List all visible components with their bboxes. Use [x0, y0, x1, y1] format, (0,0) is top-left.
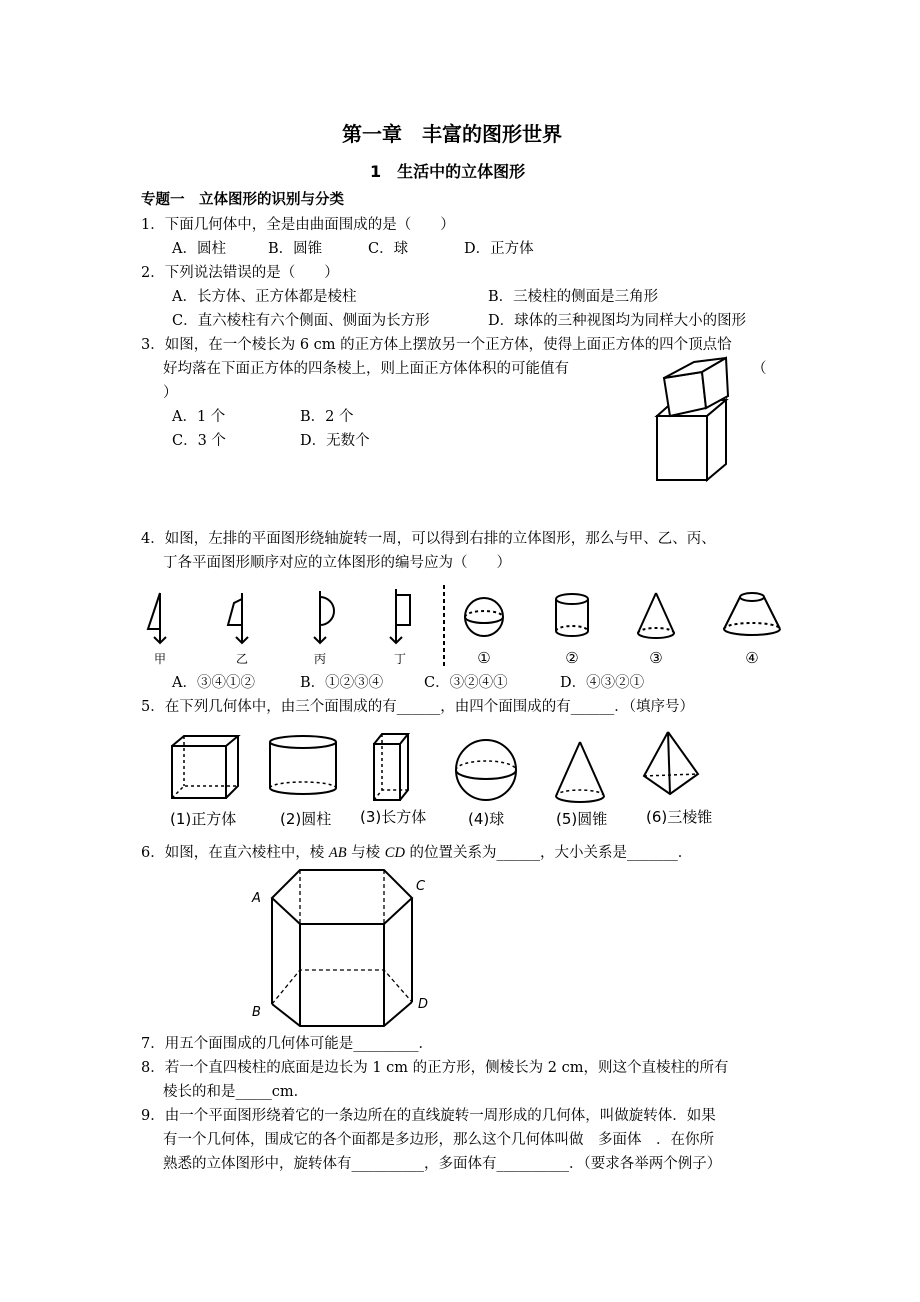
- label-3: ③: [649, 649, 663, 667]
- label-ding: 丁: [393, 652, 407, 666]
- q3-option-a: A．1 个: [172, 409, 226, 425]
- label-1: ①: [477, 649, 491, 667]
- q3-option-c: C．3 个: [172, 433, 226, 449]
- chapter-title: 第一章 丰富的图形世界: [342, 122, 562, 146]
- plane-figure-ding: [390, 589, 410, 643]
- q1-option-a: A．圆柱: [172, 241, 226, 257]
- q4-figures: [140, 585, 790, 670]
- solid-pyramid: [644, 732, 698, 794]
- q1-option-b: B．圆锥: [268, 241, 323, 257]
- solid-cube: [172, 736, 238, 798]
- solid-cone: [638, 593, 674, 638]
- q2-stem: 2．下列说法错误的是（ ）: [141, 265, 339, 281]
- q3-paren-close: ）: [163, 385, 178, 401]
- caption-sphere: (4)球: [468, 810, 505, 828]
- vertex-b: B: [252, 1005, 261, 1020]
- solid-frustum: [724, 593, 780, 635]
- q6-stem: 6．如图，在直六棱柱中，棱 AB 与棱 CD 的位置关系为______，大小关系是_______．: [141, 845, 693, 861]
- q4-option-b: B．①②③④: [300, 675, 384, 691]
- q3-line1: 3．如图，在一个棱长为 6 cm 的正方体上摆放另一个正方体，使得上面正方体的四个顶点恰: [141, 337, 732, 353]
- topic-heading: 专题一 立体图形的识别与分类: [141, 192, 344, 208]
- q1-option-c: C．球: [368, 241, 409, 257]
- q4-line1: 4．如图，左排的平面图形绕轴旋转一周，可以得到右排的立体图形，那么与甲、乙、丙、: [141, 531, 716, 547]
- q9-line1: 9．由一个平面图形绕着它的一条边所在的直线旋转一周形成的几何体，叫做旋转体．如果: [141, 1108, 716, 1124]
- q1-option-d: D．正方体: [464, 241, 534, 257]
- q3-cubes-figure: [650, 356, 740, 486]
- label-yi: 乙: [235, 652, 249, 666]
- q3-paren-open: （: [752, 361, 767, 377]
- caption-cone: (5)圆锥: [556, 810, 608, 828]
- q2-option-d: D．球体的三种视图均为同样大小的图形: [488, 313, 747, 329]
- label-2: ②: [565, 649, 579, 667]
- label-bing: 丙: [313, 652, 327, 666]
- vertex-c: C: [416, 879, 426, 894]
- q4-option-a: A．③④①②: [172, 675, 255, 691]
- caption-cube: (1)正方体: [170, 810, 237, 828]
- q9-line3: 熟悉的立体图形中，旋转体有__________，多面体有__________．（要求各举两个例子）: [163, 1156, 722, 1172]
- q2-option-a: A．长方体、正方体都是棱柱: [172, 289, 357, 305]
- vertex-a: A: [252, 891, 261, 906]
- q7-stem: 7．用五个面围成的几何体可能是_________．: [141, 1036, 433, 1052]
- vertex-d: D: [418, 997, 429, 1012]
- q3-option-b: B．2 个: [300, 409, 354, 425]
- q8-line2: 棱长的和是_____cm．: [163, 1084, 309, 1100]
- section-title: 1 生活中的立体图形: [370, 162, 526, 181]
- q4-option-d: D．④③②①: [560, 675, 645, 691]
- caption-pyramid: (6)三棱锥: [646, 808, 713, 826]
- label-4: ④: [745, 649, 759, 667]
- q3-line2: 好均落在下面正方体的四条棱上，则上面正方体体积的可能值有: [163, 361, 569, 377]
- caption-cylinder: (2)圆柱: [280, 810, 332, 828]
- q4-option-c: C．③②④①: [424, 675, 508, 691]
- plane-figure-jia: [148, 593, 166, 643]
- caption-cuboid: (3)长方体: [360, 808, 427, 826]
- q4-line2: 丁各平面图形顺序对应的立体图形的编号应为（ ）: [163, 555, 511, 571]
- q9-line2: 有一个几何体，围成它的各个面都是多边形，那么这个几何体叫做 多面体 ．在你所: [163, 1132, 714, 1148]
- solid-cone-2: [556, 742, 604, 802]
- q1-stem: 1．下面几何体中，全是由曲面围成的是（ ）: [141, 217, 455, 233]
- q2-option-c: C．直六棱柱有六个侧面、侧面为长方形: [172, 313, 430, 329]
- solid-cylinder-2: [270, 736, 336, 794]
- plane-figure-bing: [314, 591, 334, 643]
- label-jia: 甲: [153, 652, 167, 666]
- solid-cuboid: [374, 734, 408, 800]
- q2-option-b: B．三棱柱的侧面是三角形: [488, 289, 659, 305]
- solid-sphere: [465, 598, 503, 636]
- solid-sphere-2: [456, 740, 516, 800]
- plane-figure-yi: [228, 593, 248, 643]
- q8-line1: 8．若一个直四棱柱的底面是边长为 1 cm 的正方形，侧棱长为 2 cm，则这个直棱柱的所有: [141, 1060, 729, 1076]
- q3-option-d: D．无数个: [300, 433, 370, 449]
- q6-hexagonal-prism-figure: [248, 866, 438, 1032]
- q5-stem: 5．在下列几何体中，由三个面围成的有______，由四个面围成的有______．（填序号）: [141, 699, 694, 715]
- solid-cylinder: [556, 594, 588, 636]
- q5-solids-figure: [160, 728, 730, 833]
